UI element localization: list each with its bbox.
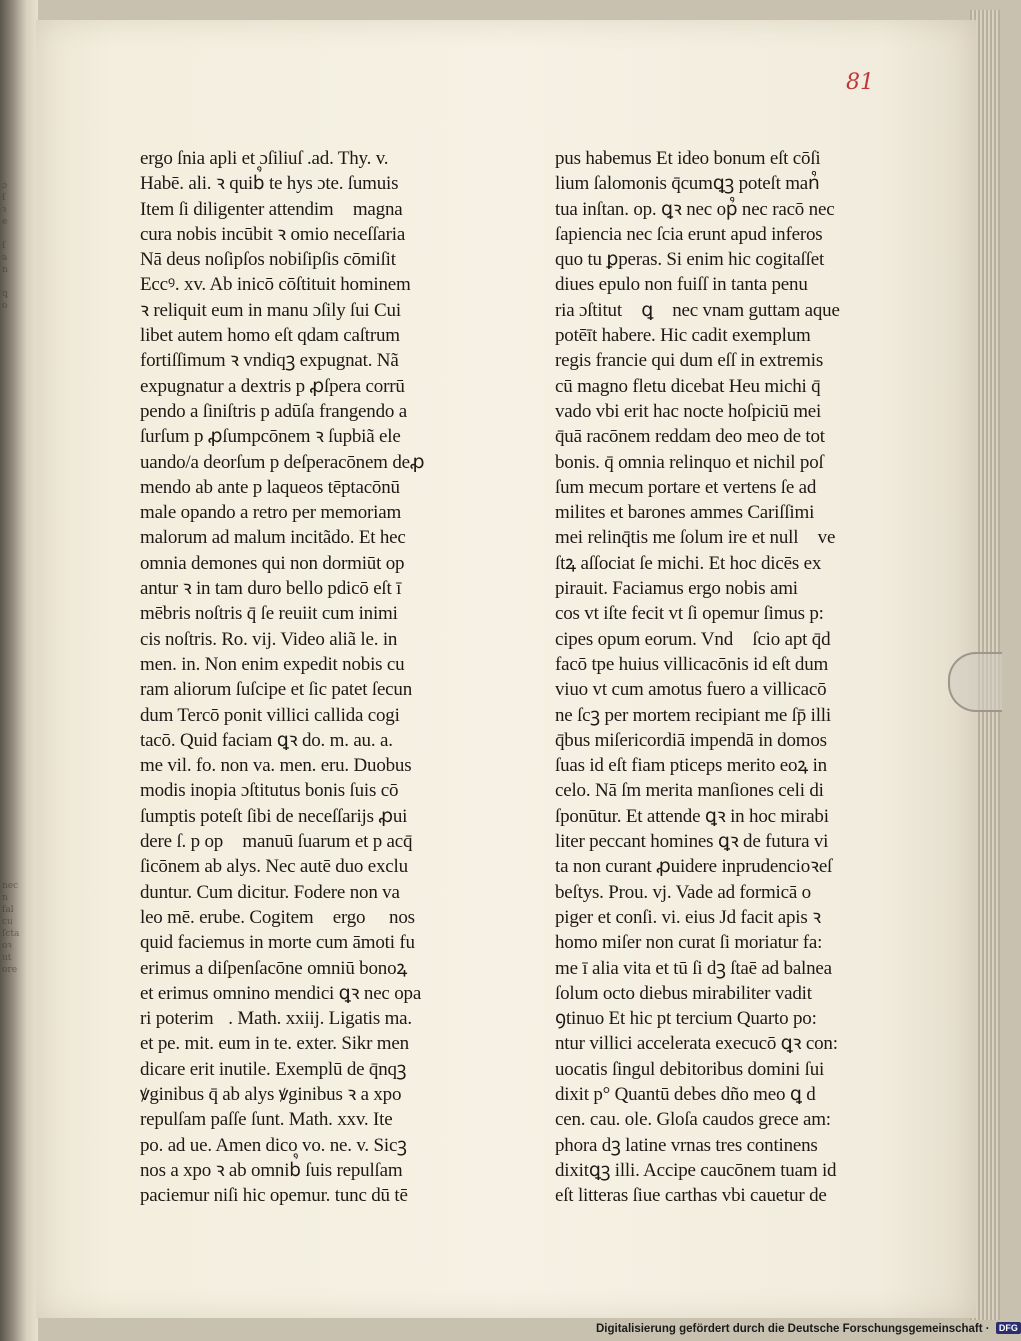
- text-line: cen. cau. ole. Gloſa caudos grece am:: [555, 1109, 831, 1131]
- text-line: cis noſtris. Ro. vij. Video aliã le. in: [140, 628, 398, 650]
- text-line: dicare erit inutile. Exemplū de q̄nqꝫ: [140, 1058, 407, 1080]
- page-tab-marker: [948, 652, 1002, 712]
- text-line: phora dꝫ latine vrnas tres continens: [555, 1134, 818, 1156]
- text-line: potēīt habere. Hic cadit exemplum: [555, 325, 811, 347]
- text-line: nos a xpo ꝛ ab omnib᷒ ſuis repulſam: [140, 1159, 403, 1181]
- text-line: liter peccant homines ꝗꝛ de futura vi: [555, 831, 829, 853]
- text-line: ſicōnem ab alys. Nec autē duo exclu: [140, 856, 408, 878]
- text-line: ꝯtinuo Et hic pt tercium Quarto po:: [555, 1008, 817, 1030]
- text-line: ſponūtur. Et attende ꝗꝛ in hoc mirabi: [555, 805, 829, 827]
- text-line: ria ɔſtitut᷒ ꝗꝛ nec vnam guttam aque: [555, 299, 840, 321]
- left-text-column: [140, 146, 466, 1208]
- text-line: dixit p° Quantū debes dño meo ꝗ d: [555, 1083, 816, 1105]
- text-line: men. in. Non enim expedit nobis cu: [140, 653, 405, 675]
- text-line: Item ſi diligenter attendim᷒ magna: [140, 198, 403, 220]
- text-line: ſumptis poteſt ſibi de neceſſarijs ꝓui: [140, 805, 408, 827]
- text-line: quo tu ꝑperas. Si enim hic cogitaſſet: [555, 249, 825, 271]
- text-line: quid faciemus in morte cum āmoti fu: [140, 932, 415, 954]
- text-line: piger et conſi. vi. eius Jd facit apis ꝛ: [555, 906, 821, 928]
- text-line: et erimus omnino mendici ꝗꝛ nec opa: [140, 982, 422, 1004]
- text-line: me ī alia vita et tū ſi dꝫ ſtaē ad balnea: [555, 957, 832, 979]
- text-line: mei relinq̄tis me ſolum ire et null᷒ ve: [555, 527, 836, 549]
- text-line: leo mē. erube. Cogitem᷒ ergo ꝛ nos: [140, 906, 415, 928]
- text-line: mēbris noſtris q̄ ſe reuiit cum inimi: [140, 603, 398, 625]
- text-line: q̄bus miſericordiā impendā in domos: [555, 729, 827, 751]
- text-line: dere ſ. p op᷒ manuū ſuarum et p acq̄: [140, 831, 413, 853]
- text-line: ta non curant ꝓuidere inprudencioꝛeſ: [555, 856, 833, 878]
- text-line: dum Tercō ponit villici callida cogi: [140, 704, 400, 726]
- text-line: lium ſalomonis q̄cumꝗꝫ poteſt man᷒: [555, 173, 820, 195]
- text-line: ꝛ reliquit eum in manu ɔſily ſui Cui: [140, 299, 401, 321]
- text-line: diues epulo non fuiſſ in tanta penu: [555, 274, 808, 296]
- text-line: regis francie qui dum eſſ in extremis: [555, 350, 824, 372]
- text-line: ſtꝝ aſſociat ſe michi. Et hoc dicēs ex: [555, 552, 822, 574]
- dfg-logo-icon: DFG: [996, 1322, 1021, 1334]
- text-line: ergo ſnia apli et ɔſiliuſ .ad. Thy. v.: [140, 148, 389, 169]
- text-line: ntur villici accelerata execucō ꝗꝛ con:: [555, 1033, 838, 1055]
- text-line: erimus a diſpenſacōne omniū bonoꝝ: [140, 957, 408, 979]
- text-line: tua inſtan. op. ꝗꝛ nec op᷒ nec racō nec: [555, 198, 835, 220]
- text-line: pirauit. Faciamus ergo nobis ami: [555, 578, 798, 600]
- text-line: facō tpe huius villicacōnis id eſt dum: [555, 653, 829, 675]
- text-line: omnia demones qui non dormiūt op: [140, 552, 405, 574]
- text-line: cipes opum eorum. Vnd᷒ ſcio apt q̄d: [555, 628, 831, 650]
- text-line: uando/a deorſum p deſperacōnem deꝓ: [140, 451, 425, 473]
- text-line: Eccꝰ. xv. Ab inicō cōſtituit hominem: [140, 274, 411, 296]
- text-line: cura nobis incūbit ꝛ omio neceſſaria: [140, 223, 406, 245]
- text-line: vado vbi erit hac nocte hoſpiciū mei: [555, 400, 822, 422]
- text-line: fortiſſimum ꝛ vndiqꝫ expugnat. Nã: [140, 350, 399, 372]
- text-line: ſuas id eſt fiam pticeps merito eoꝝ in: [555, 755, 827, 777]
- text-line: pus habemus Et ideo bonum eſt cōſi: [555, 148, 821, 169]
- folio-number: 81: [846, 70, 874, 95]
- text-line: viuo vt cum amotus fuero a villicacō: [555, 679, 827, 701]
- text-line: milites et barones ammes Cariſſimi: [555, 502, 815, 524]
- text-line: expugnatur a dextris p ꝓſpera corrū: [140, 375, 405, 397]
- right-text-column: [555, 146, 867, 1208]
- text-line: et pe. mit. eum in te. exter. Sikr men: [140, 1033, 409, 1055]
- footer-credit: Digitalisierung gefördert durch die Deutsche Forschungsgemeinschaft: [596, 1323, 983, 1335]
- text-line: paciemur niſi hic opemur. tunc dū tē: [140, 1185, 408, 1207]
- text-line: tacō. Quid faciam ꝗꝛ do. m. au. a.: [140, 729, 393, 751]
- text-line: pendo a ſiniſtris p adūſa frangendo a: [140, 400, 407, 422]
- text-line: ri poterim᷒. Math. xxiij. Ligatis ma.: [140, 1008, 412, 1030]
- text-line: duntur. Cum dicitur. Fodere non va: [140, 881, 400, 903]
- text-line: cos vt iſte fecit vt ſi opemur ſimus p:: [555, 603, 824, 625]
- text-line: q̄uā racōnem reddam deo meo de tot: [555, 426, 825, 448]
- facing-page-edge: ɔ ſ ꝛ e ſ a n ꝗ o nec n ſal cu ſcta oꝛ ut ore: [0, 0, 38, 1341]
- text-line: modis inopia ɔſtitutus bonis ſuis cō: [140, 780, 399, 802]
- text-line: beſtys. Prou. vj. Vade ad formicā o: [555, 881, 811, 903]
- text-line: ſum mecum portare et vertens ſe ad: [555, 476, 817, 498]
- text-line: homo miſer non curat ſi moriatur fa:: [555, 932, 823, 954]
- text-line: po. ad ue. Amen dico vo. ne. v. Sicꝫ: [140, 1134, 407, 1156]
- text-line: male opando a retro per memoriam: [140, 502, 402, 524]
- text-line: antur ꝛ in tam duro bello pdicō eſt ī: [140, 578, 402, 600]
- text-line: celo. Nā ſm merita manſiones celi di: [555, 780, 824, 802]
- text-line: malorum ad malum incitãdo. Et hec: [140, 527, 406, 549]
- text-line: me vil. fo. non va. men. eru. Duobus: [140, 755, 412, 777]
- text-line: ne ſcꝫ per mortem recipiant me ſp̄ illi: [555, 704, 831, 726]
- text-line: repulſam paſſe ſunt. Math. xxv. Ite: [140, 1109, 393, 1131]
- text-line: dixitꝗꝫ illi. Accipe caucōnem tuam id: [555, 1159, 837, 1181]
- text-line: mendo ab ante p laqueos tēptacōnū: [140, 476, 400, 498]
- text-line: uocatis ſingul debitoribus domini ſui: [555, 1058, 825, 1080]
- text-line: ſurſum p ꝓſumpcōnem ꝛ ſupbiã ele: [140, 426, 401, 448]
- text-line: Habē. ali. ꝛ quib᷒ te hys ɔte. ſumuis: [140, 173, 399, 195]
- digitization-footer: Digitalisierung gefördert durch die Deutsche Forschungsgemeinschaft · DFG: [596, 1322, 1000, 1338]
- text-line: cū magno fletu dicebat Heu michi q̄: [555, 375, 821, 397]
- text-line: ſolum octo diebus mirabiliter vadit: [555, 982, 812, 1004]
- text-line: Nā deus noſipſos nobiſipſis cōmiſit: [140, 249, 396, 271]
- text-line: ſapiencia nec ſcia erunt apud inferos: [555, 223, 823, 245]
- text-line: ꝟginibus q̄ ab alys ꝟginibus ꝛ a xpo: [140, 1083, 402, 1105]
- text-line: ram aliorum ſuſcipe et ſic patet ſecun: [140, 679, 413, 701]
- text-line: bonis. q̄ omnia relinquo et nichil poſ: [555, 451, 824, 473]
- text-line: eſt litteras ſiue carthas vbi cauetur de: [555, 1185, 827, 1207]
- text-line: libet autem homo eſt qdam caſtrum: [140, 325, 400, 347]
